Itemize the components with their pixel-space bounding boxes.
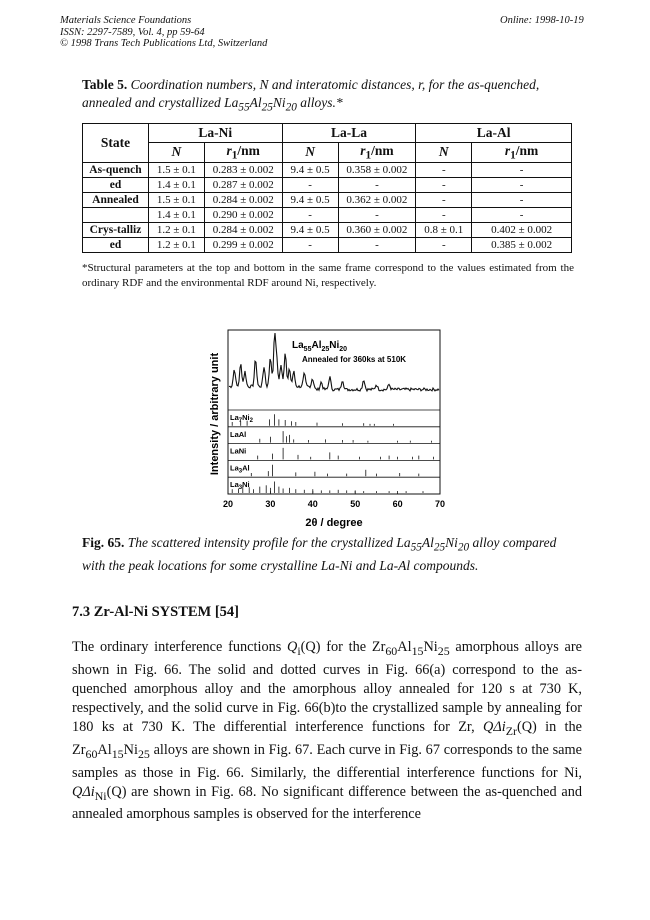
table-cell: 0.290 ± 0.002: [204, 207, 282, 222]
state-cell: ed: [83, 177, 149, 192]
table-cell: 0.283 ± 0.002: [204, 162, 282, 177]
table-label: Table 5.: [82, 77, 128, 92]
table-cell: 1.5 ± 0.1: [148, 192, 204, 207]
table-cell: -: [416, 177, 472, 192]
table-cell: -: [416, 162, 472, 177]
body-paragraph: The ordinary interference functions $Q_i(Q)$ for the $Zr_{60}Al_{15}Ni_{25}$ amorphous alloys are shown in Fig. 66. The solid and dotted curves in Fig. 66(a) correspond to the as-quenched amorphous alloy and the amorphous alloy annealed for 120 s at 730 K, respectively, and the solid curve in Fig. 66(b)to the crystallized sample by annealing for 180 ks at 730 K. The differential interference functions for Zr, QΔi$_{Zr}$(Q) in the $Zr_{60}Al_{15}Ni_{25}$ alloys are shown in Fig. 67. Each curve in Fig. 67 corresponds to the same samples as those in Fig. 66. Similarly, the differential interference functions for Ni, QΔi$_{Ni}$(Q) are shown in Fig. 68. No significant difference between the as-quenched and annealed amorphous samples is observed for the interference: [72, 639, 583, 823]
table-cell: 0.385 ± 0.002: [472, 237, 572, 252]
table-cell: -: [472, 177, 572, 192]
x-tick-label: 70: [434, 499, 446, 509]
table-cell: -: [472, 162, 572, 177]
panel-label: LaNi: [230, 446, 247, 456]
x-tick-label: 40: [307, 499, 318, 509]
table-cell: 0.358 ± 0.002: [338, 162, 416, 177]
state-cell: ed: [83, 237, 149, 252]
state-cell: Crys-talliz: [83, 222, 149, 237]
header-r1: $r_1/nm$: [338, 143, 416, 163]
table-caption-text: Coordination numbers, N and interatomic distances, r, for the as-quenched, annealed and crystallized $La_{55}Al_{25}Ni_{20}$ alloys.*: [82, 77, 540, 114]
xrd-figure: [200, 322, 460, 534]
table-caption: [82, 76, 582, 117]
panel-label: LaAl: [230, 429, 247, 439]
table-row: [83, 237, 572, 252]
chart-title: $La_{55}Al_{25}Ni_{20}$: [292, 340, 348, 353]
header-n: N: [148, 143, 204, 163]
table-row: [83, 222, 572, 237]
figure-caption: [82, 534, 582, 575]
header-la-al: La-Al: [416, 124, 572, 143]
table-cell: -: [338, 177, 416, 192]
chart-subtitle: Annealed for 360ks at 510K: [302, 355, 407, 364]
table-cell: 9.4 ± 0.5: [282, 222, 338, 237]
table-cell: 9.4 ± 0.5: [282, 162, 338, 177]
table-cell: 0.402 ± 0.002: [472, 222, 572, 237]
table-cell: 1.4 ± 0.1: [148, 207, 204, 222]
table-subheader-row: [83, 143, 572, 163]
table-cell: 0.284 ± 0.002: [204, 192, 282, 207]
state-cell: As-quench: [83, 162, 149, 177]
x-tick-label: 50: [350, 499, 361, 509]
table-cell: -: [338, 237, 416, 252]
table-cell: -: [282, 177, 338, 192]
table-cell: -: [282, 237, 338, 252]
x-tick-label: 60: [392, 499, 403, 509]
panel-label: $La_7Ni_2$: [230, 413, 253, 424]
header-la-la: La-La: [282, 124, 416, 143]
table-header-row: [83, 124, 572, 143]
header-la-ni: La-Ni: [148, 124, 282, 143]
issn-line: ISSN: 2297-7589, Vol. 4, pp 59-64: [60, 26, 205, 38]
state-cell: [83, 207, 149, 222]
copyright-line: © 1998 Trans Tech Publications Ltd, Switzerland: [60, 38, 268, 49]
section-heading: 7.3 Zr-Al-Ni SYSTEM [54]: [72, 604, 240, 620]
header-state: State: [83, 124, 149, 163]
y-axis-label: Intensity / arbitrary unit: [209, 352, 221, 476]
header-r1: $r_1/nm$: [472, 143, 572, 163]
header-n: N: [282, 143, 338, 163]
x-tick-label: 30: [265, 499, 276, 509]
state-cell: Annealed: [83, 192, 149, 207]
table-footnote: *Structural parameters at the top and bottom in the same frame correspond to the values estimated from the ordinary RDF and the environmental RDF around Ni, respectively.: [82, 262, 574, 289]
table-row: [83, 192, 572, 207]
table-cell: 0.360 ± 0.002: [338, 222, 416, 237]
table-cell: 1.5 ± 0.1: [148, 162, 204, 177]
table-cell: 0.8 ± 0.1: [416, 222, 472, 237]
x-axis-label: 2θ / degree: [305, 517, 363, 529]
table-row: [83, 207, 572, 222]
figure-caption-text: The scattered intensity profile for the crystallized $La_{55}Al_{25}Ni_{20}$ alloy compared with the peak locations for some crystalline La-Ni and La-Al compounds.: [82, 535, 557, 573]
table-cell: 1.4 ± 0.1: [148, 177, 204, 192]
table-cell: 0.284 ± 0.002: [204, 222, 282, 237]
table-cell: -: [416, 207, 472, 222]
table-cell: 0.362 ± 0.002: [338, 192, 416, 207]
table-cell: -: [416, 237, 472, 252]
table-cell: -: [416, 192, 472, 207]
table-cell: -: [472, 207, 572, 222]
xrd-chart: [200, 322, 460, 534]
table-cell: 1.2 ± 0.1: [148, 222, 204, 237]
table-cell: -: [282, 207, 338, 222]
panel-label: $La_3Al$: [230, 463, 250, 475]
online-date: Online: 1998-10-19: [500, 15, 584, 26]
page-header-left: [60, 15, 267, 50]
table-cell: 9.4 ± 0.5: [282, 192, 338, 207]
table-cell: -: [472, 192, 572, 207]
table-cell: -: [338, 207, 416, 222]
figure-label: Fig. 65.: [82, 535, 125, 550]
table-cell: 0.299 ± 0.002: [204, 237, 282, 252]
table-cell: 1.2 ± 0.1: [148, 237, 204, 252]
panel-label: $La_3Ni$: [230, 480, 250, 492]
header-n: N: [416, 143, 472, 163]
x-tick-label: 20: [222, 499, 234, 509]
table-cell: 0.287 ± 0.002: [204, 177, 282, 192]
coordination-table: [82, 123, 572, 253]
journal-name: Materials Science Foundations: [60, 15, 192, 26]
header-r1: $r_1/nm$: [204, 143, 282, 163]
table-row: [83, 162, 572, 177]
table-row: [83, 177, 572, 192]
